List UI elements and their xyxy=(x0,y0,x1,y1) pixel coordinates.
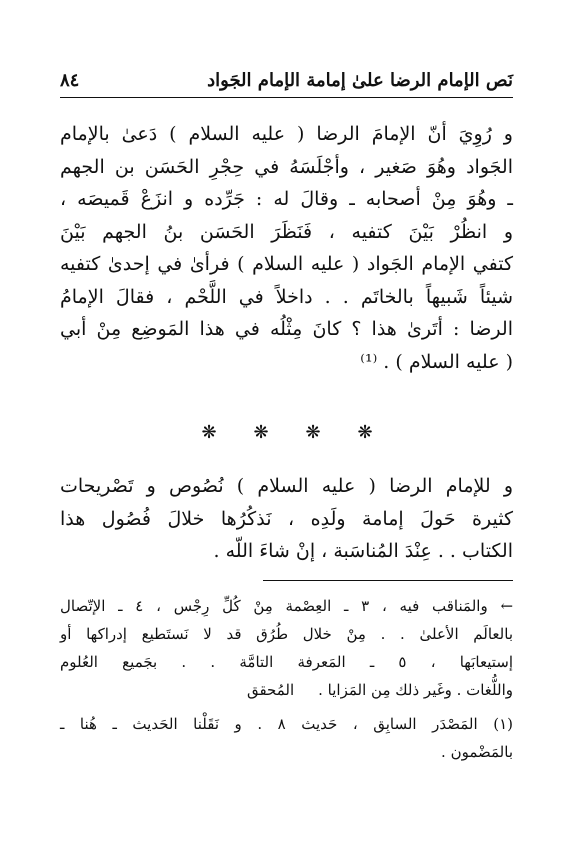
paragraph-line: و للإمام الرضا ( عليه السلام ) نُصُوص و تَصْريحات xyxy=(60,475,513,497)
star-ornament-icon: ❋ xyxy=(357,422,373,443)
section-separator xyxy=(60,422,513,452)
footnote-divider xyxy=(263,580,513,581)
paragraph-line: كثيرة حَولَ إمامة ولَدِه ، نَذكُرُها خلالَ فُصُول هذا xyxy=(60,507,513,530)
header-title: نَص الإمام الرضا علىٰ إمامة الإمام الجَواد xyxy=(207,70,513,91)
star-ornament-icon: ❋ xyxy=(305,422,321,443)
footnotes xyxy=(60,592,513,766)
star-ornament-icon: ❋ xyxy=(253,422,269,443)
star-ornament-icon: ❋ xyxy=(201,422,217,443)
running-header xyxy=(60,62,513,98)
footnote-line: بالعالَم الأعلىٰ . . مِنْ خلال طُرُق قد لا نَستَطيع إدراكها أو xyxy=(60,625,513,643)
footnote-continuation xyxy=(60,592,513,704)
page-number: ٨٤ xyxy=(60,70,80,91)
paragraph-line: الرضا : أتَرىٰ هذا ؟ كانَ مِثْلُه في هذا المَوضِع مِنْ أبي xyxy=(60,318,513,340)
paragraph-line: ( عليه السلام ) . ⁽¹⁾ xyxy=(360,350,513,373)
footnote-line xyxy=(60,676,513,704)
footnote-line: (١) المَصْدَر السابِق ، حَديث ٨ . و نَقَلْنا الحَديث ـ هُنا ـ xyxy=(60,715,513,733)
paragraph-line: و انظُرْ بَيْنَ كتفيه ، فَنَظَرَ الحَسَن بنُ الجهم بَيْنَ xyxy=(60,220,513,243)
footnote-line-text: واللُّغات . وغَير ذلك مِن المَزايا . xyxy=(318,681,513,699)
paragraph-line: الجَواد وهُوَ صَغير ، وأجْلَسَهُ في حِجْرِ الحَسَن بن الجهم xyxy=(60,155,513,178)
paragraph-line: و رُوِيَ أنّ الإمامَ الرضا ( عليه السلام ) دَعىٰ بالإمام xyxy=(60,123,513,145)
footnote-line: إستيعابَها ، ٥ ـ المَعرفة التامَّة . . بجَميع العُلوم xyxy=(60,653,513,671)
paragraph-line: ـ وهُوَ مِنْ أصحابه ـ وقالَ له : جَرِّده و انزَعْ قَميصَه ، xyxy=(60,188,513,210)
footnote-line: ← والمَناقب فيه ، ٣ ـ العِصْمة مِنْ كُلِّ رِجْس ، ٤ ـ الإتّصال xyxy=(60,597,514,615)
editor-signature: المُحقق xyxy=(246,681,295,699)
paragraph-line: كتفي الإمام الجَواد ( عليه السلام ) فرأىٰ في إحدىٰ كتفيه xyxy=(60,253,513,275)
footnote-line: بالمَضْمون . xyxy=(441,743,513,761)
paragraph-line: شيئاً شَبيهاً بالخاتَم . . داخلاً في اللَّحْم ، فقالَ الإمامُ xyxy=(60,285,513,308)
footnote-1 xyxy=(60,710,513,766)
main-paragraph xyxy=(60,118,513,378)
paragraph-line: الكتاب . . عِنْدَ المُناسَبة ، إنْ شاءَ اللّه . xyxy=(213,540,513,562)
second-paragraph xyxy=(60,470,513,568)
